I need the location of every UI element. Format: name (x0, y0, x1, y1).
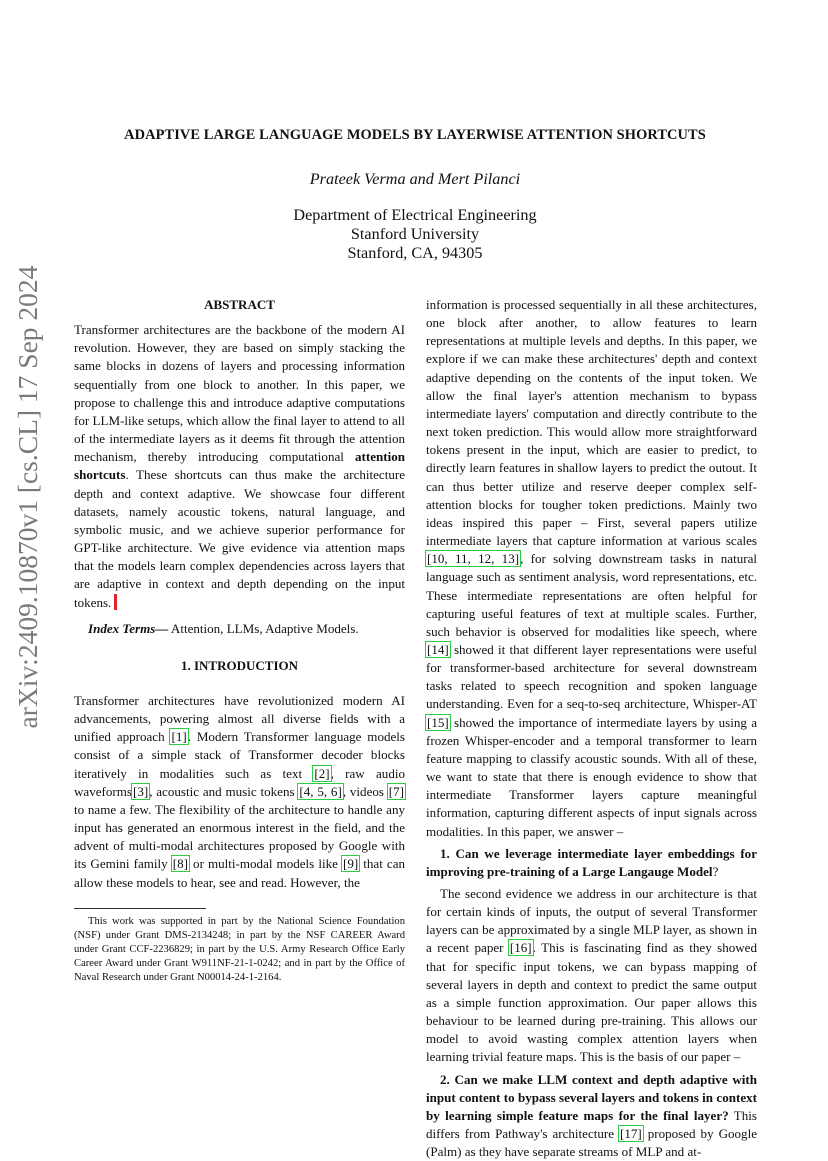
citation-link[interactable]: [7] (388, 783, 404, 799)
citation-link[interactable]: [8] (172, 856, 188, 872)
intro-text-continued: that can allow these models to hear, see and read. However, the (74, 856, 406, 890)
index-terms-label: Index Terms— (88, 620, 169, 636)
index-terms-text: Attention, LLMs, Adaptive Models. (168, 620, 359, 636)
intro-paragraph-continued (426, 296, 757, 841)
affiliation-university: Stanford University (350, 225, 480, 243)
authors: Prateek Verma and Mert Pilanci (309, 170, 521, 188)
introduction-heading: 1. INTRODUCTION (180, 657, 298, 673)
intro-text: to name a few. The flexibility of the architecture to handle any input has generated an enormous interest in the field, and the advent of multi-modal architectures proposed by Google with its Gemini family (74, 801, 405, 872)
right-column (426, 296, 757, 1161)
abstract-text (74, 321, 405, 612)
footnote (74, 915, 405, 985)
abstract-bold-term: attention shortcuts (74, 449, 405, 483)
citation-link[interactable]: [14] (427, 641, 449, 657)
index-terms (74, 620, 405, 638)
intro-text: . This is fascinating find as they showed that for specific input tokens, we can bypass mapping of several layers in depth and context to predict the same output as a simple function approximation. Our paper allows this behaviour to be learned during pre-training. This allows our model to avoid wasting complex attention layers when learning trivial feature maps. This is the basis of our paper – (426, 940, 757, 1065)
intro-text: , raw audio waveforms (74, 765, 405, 799)
question-1-text: 1. Can we leverage intermediate layer embeddings for improving pre-training of a Large Langauge Model (426, 845, 757, 879)
paper-title: ADAPTIVE LARGE LANGUAGE MODELS BY LAYERWISE ATTENTION SHORTCUTS (124, 127, 706, 143)
intro-text: , acoustic and music tokens (149, 783, 299, 799)
intro-text: proposed by Google (Palm) as they have separate streams of MLP and at- (426, 1126, 757, 1160)
intro-text-continued: information is processed sequentially in all these architectures, one block after another, to allow features to learn representations at multiple levels and depths. In this paper, we explore if we can make these architectures' depth and context adaptive depending on the contents of the input token. We allow the final layer's attention mechanism to bypass intermediate layers' computation and directly contribute to the next token prediction. This would allow more straightforward tokens present in the input, which are easier to predict, to directly learn features in shallow layers to predict the outout. It can thus better utilize and reserve deeper complex self-attention blocks for tougher token predictions. Mainly two ideas inspired this paper – First, several papers utilize intermediate layers that capture information at various scales (426, 297, 757, 549)
footnote-text: This work was supported in part by the National Science Foundation (NSF) under Grant DMS-2134248; in part by the NSF CAREER Award under Grant CCF-2236829; in part by the U.S. Army Research Office Early Career Award under Grant W911NF-21-1-0242; and in part by the Office of Naval Research under Grant N00014-24-1-2164. (74, 916, 405, 984)
abstract-heading: ABSTRACT (204, 297, 275, 312)
intro-paragraph (74, 692, 405, 892)
citation-link[interactable]: [17] (620, 1126, 642, 1142)
affiliation-department: Department of Electrical Engineering (293, 206, 537, 224)
question-1-mark: ? (712, 863, 719, 879)
citation-link[interactable]: [3] (132, 783, 149, 799)
intro-text: showed it that different layer representations were useful for transformer-based architecture for several downstream tasks related to speech recognition and spoken language understanding. Even for a seq-to-seq architecture, Whisper-AT (426, 641, 757, 712)
research-question-1 (426, 845, 757, 881)
citation-link[interactable]: [16] (509, 940, 532, 956)
intro-paragraph-2 (426, 885, 757, 1067)
citation-link[interactable]: [15] (427, 714, 449, 730)
footnote-divider (74, 908, 206, 909)
intro-text: or multi-modal models like (188, 856, 342, 872)
research-question-2 (426, 1071, 757, 1161)
intro-text: showed the importance of intermediate layers by using a frozen Whisper-encoder and a temporal transformer to learn feature mapping to classify acoustic sounds. With all of these, we want to state that there is enough evidence to show that intermediate Transformer layers capture meaningful information, capturing different aspects of input signals across modalities. In this paper, we answer – (426, 714, 757, 839)
intro-text: , videos (342, 783, 388, 799)
intro-text: , for solving downstream tasks in natural language such as sentiment analysis, word representations, etc. These intermediate representations are often helpful for capturing useful features of text at multiple scales. Further, such behavior is observed for modalities like speech, where (426, 551, 757, 639)
left-column (74, 296, 405, 892)
affiliation-location: Stanford, CA, 94305 (347, 244, 483, 262)
abstract-text-b: . These shortcuts can thus make the architecture depth and context adaptive. We showcase four different datasets, namely acoustic tokens, natural language, and symbolic music, and we achieve superior performance for GPT-like architecture. We give evidence via attention maps that the models learn complex dependencies across layers that are adaptive in context and depth depending on the input tokens. (74, 467, 405, 610)
intro-text: Transformer architectures have revolutionized modern AI advancements, powering almost all diverse fields with a unified approach (74, 692, 405, 745)
citation-link[interactable]: [1] (171, 729, 187, 745)
question-2-text: 2. Can we make LLM context and depth adaptive with input content to bypass several layers and tokens in context by learning simple feature maps for the final layer? (426, 1071, 757, 1123)
citation-link[interactable]: [9] (342, 856, 359, 872)
citation-link[interactable]: [4, 5, 6] (299, 783, 342, 799)
intro-text: The second evidence we address in our architecture is that for certain kinds of inputs, the output of several Transformer layers can be approximated by a single MLP layer, as shown in a recent paper (426, 886, 757, 956)
citation-link[interactable]: [10, 11, 12, 13] (427, 551, 520, 567)
intro-text: This differs from Pathway's architecture (426, 1107, 757, 1142)
citation-link[interactable]: [2] (314, 765, 330, 781)
link-marker-icon (114, 594, 117, 610)
intro-text: . Modern Transformer language models consist of a simple stack of Transformer decoder blocks iteratively in modalities such as text (74, 729, 405, 781)
arxiv-identifier: arXiv:2409.10870v1 [cs.CL] 17 Sep 2024 (12, 265, 43, 729)
abstract-text-a: Transformer architectures are the backbone of the modern AI revolution. However, they are based on simply stacking the same blocks in dozens of layers and processing information sequentially from one block to another. In this paper, we propose to challenge this and introduce adaptive computations for LLM-like setups, which allow the final layer to attend to all of the intermediate layers as it deems fit through the attention mechanism, thereby introducing computational (74, 322, 405, 465)
